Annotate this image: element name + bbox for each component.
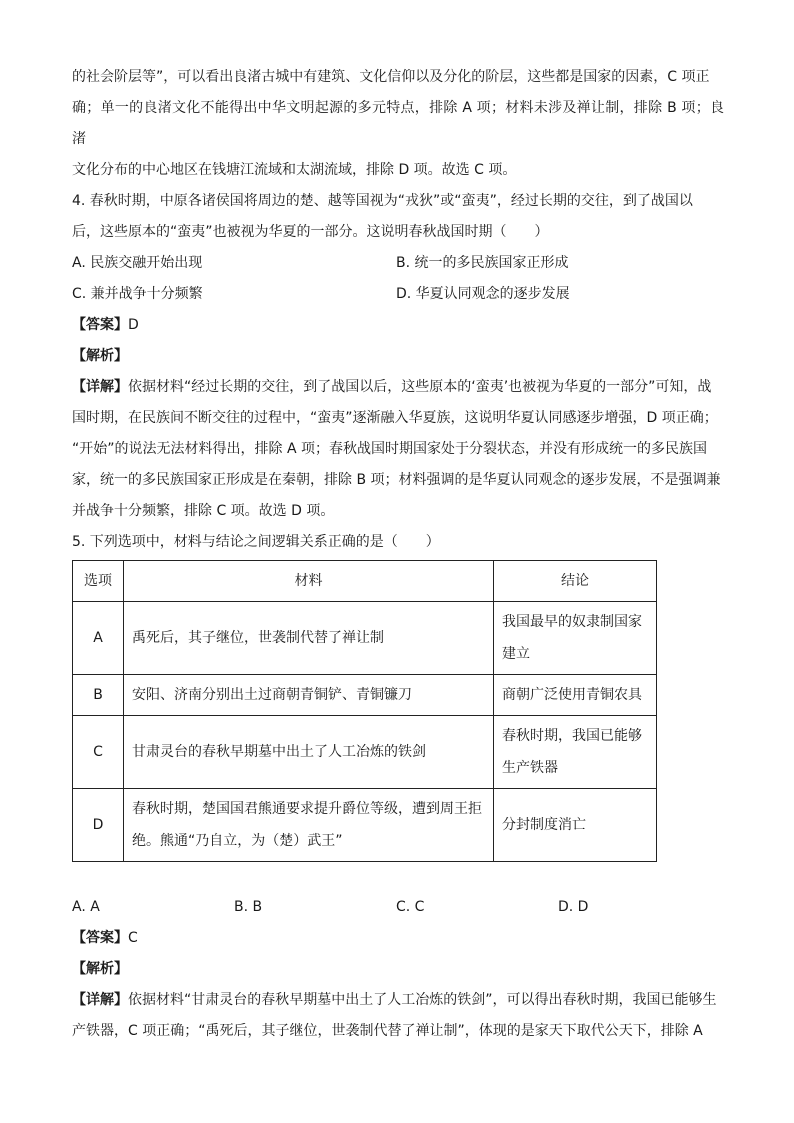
answer-line [72,923,724,954]
answer-label: 【答案】 [72,930,128,946]
row-conclusion [494,716,657,789]
conclusion-text: 春秋时期，我国已能够 [502,728,642,744]
question-4-stem: 后，这些原本的“蛮夷”也被视为华夏的一部分。这说明春秋战国时期（ ） [72,224,549,240]
table-header-row [73,561,657,602]
option-b: B. B [234,899,263,915]
conclusion-text: 生产铁器 [502,760,558,776]
table-row [73,716,657,789]
detail-line: 国时期，在民族间不断交往的过程中，“蛮夷”逐渐融入华夏族，这说明华夏认同感逐步增强，D 项正确； [72,410,718,426]
answer-value: D [128,317,139,333]
material-text: 安阳、济南分别出土过商朝青铜铲、青铜镰刀 [132,687,412,703]
analysis-label: 【解析】 [72,348,128,364]
intro-line: 文化分布的中心地区在钱塘江流域和太湖流域，排除 D 项。故选 C 项。 [72,162,517,178]
question-4-options-row [72,248,724,279]
option-a: A. A [72,899,100,915]
detail-line: “开始”的说法无法材料得出，排除 A 项；春秋战国时期国家处于分裂状态，并没有形成统一的多民族国 [72,441,707,457]
question-4-options-row [72,279,724,310]
row-option: A [73,602,124,675]
option-d: D. D [558,899,589,915]
row-material [124,716,494,789]
answer-line [72,310,724,341]
conclusion-text: 建立 [502,646,530,662]
option-d: D. 华夏认同观念的逐步发展 [396,286,570,302]
detail-line: 家，统一的多民族国家正形成是在秦朝，排除 B 项；材料强调的是华夏认同观念的逐步发展，不是强调兼 [72,472,721,488]
row-option: B [73,675,124,716]
row-material [124,789,494,862]
row-conclusion [494,789,657,862]
option-b: B. 统一的多民族国家正形成 [396,255,569,271]
row-conclusion [494,675,657,716]
question-5-options-row [72,892,724,923]
table-row [73,789,657,862]
option-a: A. 民族交融开始出现 [72,255,203,271]
intro-line: 的社会阶层等”，可以看出良渚古城中有建筑、文化信仰以及分化的阶层，这些都是国家的因素，C 项正 [72,69,710,85]
row-option: D [73,789,124,862]
detail-label: 【详解】 [72,379,128,395]
material-text: 绝。熊通“乃自立，为（楚）武王” [132,833,343,849]
question-5-table [72,560,657,862]
detail-line: 并战争十分频繁，排除 C 项。故选 D 项。 [72,503,335,519]
material-text: 禹死后，其子继位，世袭制代替了禅让制 [132,630,384,646]
answer-value: C [128,930,138,946]
conclusion-text: 我国最早的奴隶制国家 [502,614,642,630]
intro-line: 确；单一的良渚文化不能得出中华文明起源的多元特点，排除 A 项；材料未涉及禅让制，排除 B 项；良渚 [72,100,724,147]
detail-text: 依据材料“经过长期的交往，到了战国以后，这些原本的‘蛮夷’也被视为华夏的一部分”可知，战 [128,379,712,395]
detail-label: 【详解】 [72,992,128,1008]
question-5-stem: 5. 下列选项中，材料与结论之间逻辑关系正确的是（ ） [72,534,440,550]
analysis-label: 【解析】 [72,961,128,977]
detail-line: 产铁器，C 项正确；“禹死后，其子继位，世袭制代替了禅让制”，体现的是家天下取代公天下，排除 A [72,1023,703,1039]
row-material [124,602,494,675]
option-c: C. C [396,899,425,915]
row-conclusion [494,602,657,675]
row-material [124,675,494,716]
material-text: 甘肃灵台的春秋早期墓中出土了人工冶炼的铁剑 [132,744,426,760]
detail-text: 依据材料“甘肃灵台的春秋早期墓中出土了人工冶炼的铁剑”，可以得出春秋时期，我国已能够生 [128,992,717,1008]
table-row [73,602,657,675]
question-4-stem: 4. 春秋时期，中原各诸侯国将周边的楚、越等国视为“戎狄”或“蛮夷”，经过长期的交往，到了战国以 [72,193,693,209]
document-page [72,62,724,1047]
table-row [73,675,657,716]
detail-line [72,372,724,403]
option-c: C. 兼并战争十分频繁 [72,286,203,302]
material-text: 春秋时期，楚国国君熊通要求提升爵位等级，遭到周王拒 [132,801,482,817]
row-option: C [73,716,124,789]
detail-line [72,985,724,1016]
header-conclusion: 结论 [494,561,657,602]
conclusion-text: 商朝广泛使用青铜农具 [502,687,642,703]
conclusion-text: 分封制度消亡 [502,817,586,833]
header-option: 选项 [73,561,124,602]
answer-label: 【答案】 [72,317,128,333]
header-material: 材料 [124,561,494,602]
